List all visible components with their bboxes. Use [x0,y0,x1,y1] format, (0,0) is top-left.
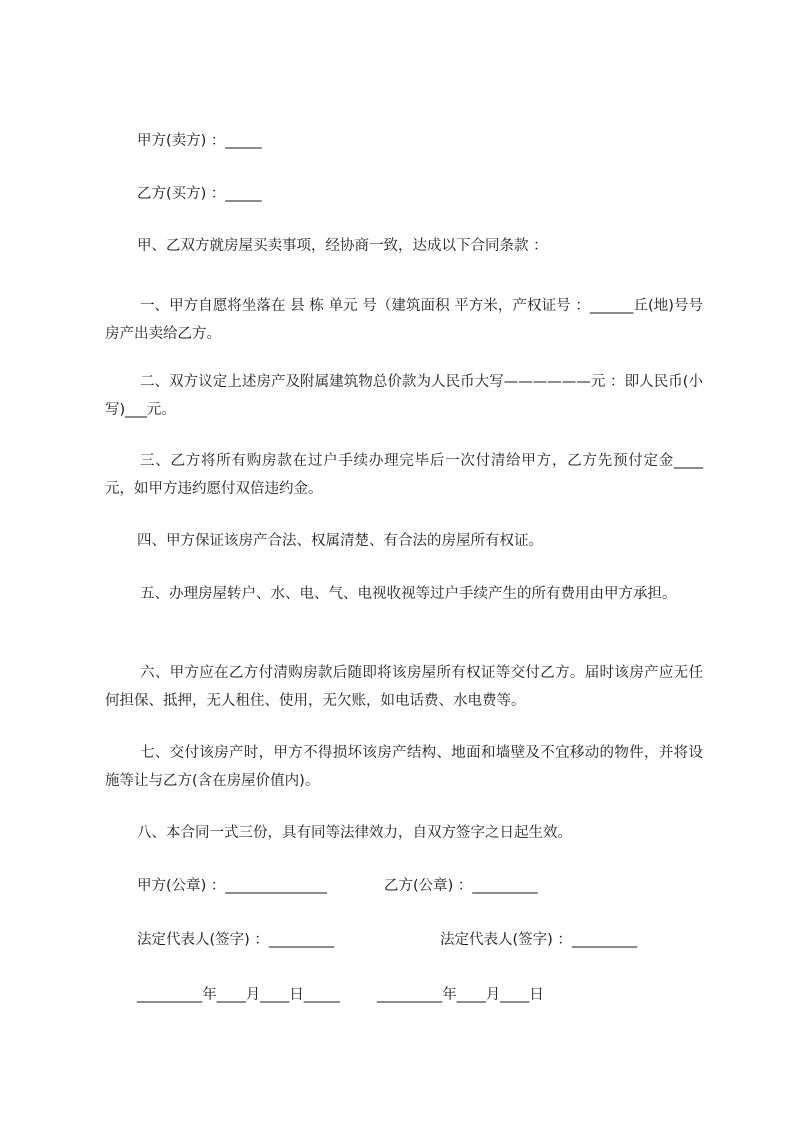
party-b-line: 乙方(买方) ：_____ [137,186,262,202]
rep-a-line: 法定代表人(签字) ：_________ [137,932,335,948]
seal-a-line: 甲方(公章) ：______________ [137,878,327,894]
clause-8: 八、本合同一式三份，具有同等法律效力，自双方签字之日起生效。 [137,825,572,841]
clause-7: 七、交付该房产时，甲方不得损坏该房产结构、地面和墙壁及不宜移动的物件，并将设施等让与乙方(含在房屋价值内)。 [105,745,703,789]
date-a-line: _________年____月____日_____ [137,987,340,1003]
clause-2: 二、双方议定上述房产及附属建筑物总价款为人民币大写——————元 ：即人民币(小写)___元。 [105,374,703,418]
clause-3: 三、乙方将所有购房款在过户手续办理完毕后一次付清给甲方，乙方先预付定金____元，如甲方违约愿付双倍违约金。 [105,453,703,497]
date-b-line: _________年____月____日 [377,987,544,1003]
rep-b-line: 法定代表人(签字) ：_________ [440,932,638,948]
clause-4: 四、甲方保证该房产合法、权属清楚、有合法的房屋所有权证。 [137,533,543,549]
party-a-line: 甲方(卖方) ：_____ [137,133,262,149]
clause-1: 一、甲方自愿将坐落在 县 栋 单元 号（建筑面积 平方米，产权证号 ：______丘(地)号号房产出卖给乙方。 [105,298,703,342]
preamble: 甲、乙双方就房屋买卖事项，经协商一致，达成以下合同条款 ： [137,238,548,254]
clause-5: 五、办理房屋转户、水、电、气、电视收视等过户手续产生的所有费用由甲方承担。 [140,586,677,602]
seal-b-line: 乙方(公章) ：_________ [384,878,538,894]
clause-6: 六、甲方应在乙方付清购房款后随即将该房屋所有权证等交付乙方。届时该房产应无任何担保、抵押，无人租住、使用，无欠账，如电话费、水电费等。 [105,665,703,709]
